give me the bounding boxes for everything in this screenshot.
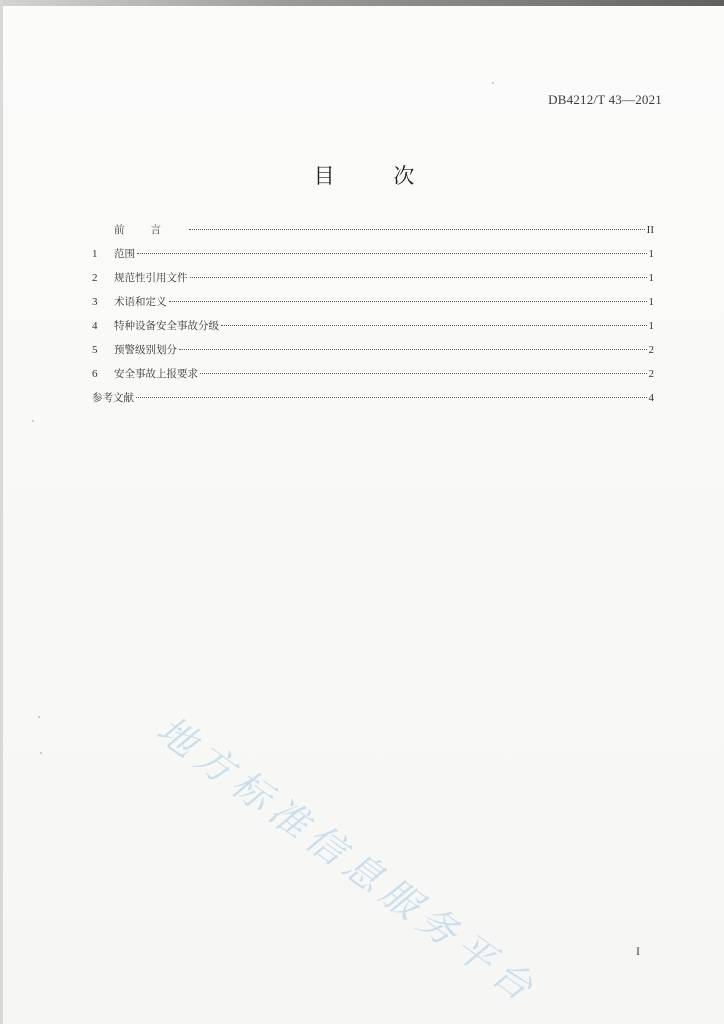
- toc-leader-dots: [136, 397, 647, 398]
- toc-entry-page: 2: [648, 344, 654, 356]
- toc-entry-page: 4: [648, 392, 654, 404]
- toc-entry-accident-classification[interactable]: [92, 318, 654, 342]
- toc-entry-title: 安全事故上报要求: [114, 368, 198, 380]
- toc-entry-terms-definitions[interactable]: [92, 294, 654, 318]
- toc-entry-page: 1: [648, 296, 654, 308]
- toc-leader-dots: [137, 253, 647, 254]
- toc-entry-foreword[interactable]: [92, 222, 654, 246]
- toc-title: 目 次: [313, 164, 441, 188]
- toc-entry-warning-levels[interactable]: [92, 342, 654, 366]
- toc-entry-title: 预警级别划分: [114, 344, 177, 356]
- scan-speck: [32, 420, 34, 422]
- page-number: I: [636, 944, 640, 958]
- document-code: DB4212/T 43—2021: [548, 92, 662, 107]
- toc-leader-dots: [179, 349, 647, 350]
- toc-entry-number: 3: [92, 296, 98, 308]
- toc-leader-dots: [200, 373, 647, 374]
- scan-speck: [40, 752, 42, 754]
- toc-entry-number: 4: [92, 320, 98, 332]
- toc-entry-title: 前言: [114, 224, 187, 236]
- toc-entry-page: II: [646, 224, 654, 236]
- watermark-text: 地方标准信息服务平台: [148, 707, 547, 1014]
- toc-leader-dots: [190, 277, 647, 278]
- toc-entry-number: 1: [92, 248, 98, 260]
- toc-entry-number: 5: [92, 344, 98, 356]
- scan-edge-left: [0, 0, 3, 1024]
- toc-entry-page: 1: [648, 320, 654, 332]
- toc-entry-scope[interactable]: [92, 246, 654, 270]
- toc-entry-number: 2: [92, 272, 98, 284]
- toc-entry-title: 特种设备安全事故分级: [114, 320, 219, 332]
- toc-entry-bibliography[interactable]: [92, 390, 654, 414]
- scan-speck: [38, 716, 40, 718]
- toc-entry-reporting-requirements[interactable]: [92, 366, 654, 390]
- toc-entry-title: 参考文献: [92, 392, 134, 404]
- scan-edge-top: [0, 0, 724, 6]
- toc-entry-number: 6: [92, 368, 98, 380]
- toc-entry-title: 范围: [114, 248, 135, 260]
- toc-leader-dots: [221, 325, 647, 326]
- toc-entry-title: 规范性引用文件: [114, 272, 188, 284]
- toc-leader-dots: [169, 301, 647, 302]
- scan-speck: [492, 82, 494, 84]
- toc-entry-page: 1: [648, 248, 654, 260]
- toc-entry-page: 2: [648, 368, 654, 380]
- toc-entry-page: 1: [648, 272, 654, 284]
- toc-entry-normative-references[interactable]: [92, 270, 654, 294]
- table-of-contents: [92, 222, 654, 414]
- toc-leader-dots: [189, 229, 645, 230]
- toc-entry-title: 术语和定义: [114, 296, 167, 308]
